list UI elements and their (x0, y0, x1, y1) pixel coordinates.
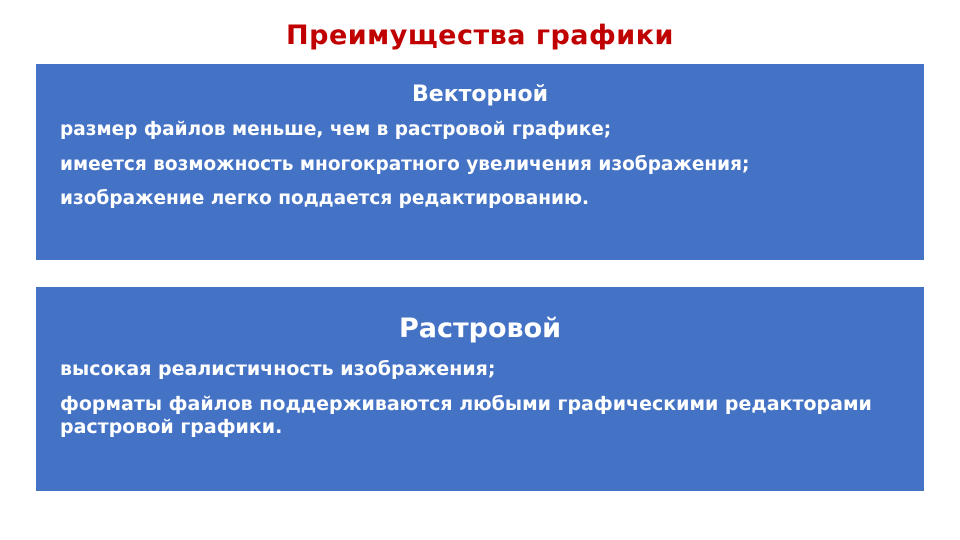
vector-panel-heading: Векторной (412, 82, 548, 107)
raster-bullet-1: высокая реалистичность изображения; (60, 358, 496, 380)
raster-panel-heading: Растровой (398, 313, 562, 344)
vector-bullet-2: имеется возможность многократного увеличения изображения; (60, 153, 750, 175)
vector-advantages-panel (36, 64, 924, 260)
raster-bullet-2: формат​ы файлов поддерживаются любыми графическими редакторами растровой графики. (60, 393, 872, 439)
page-title: Преимущества графики (286, 20, 674, 51)
vector-bullet-3: изображение легко поддается редактированию. (60, 188, 589, 210)
raster-advantages-panel (36, 287, 924, 491)
vector-bullet-1: размер файлов меньше, чем в растровой графике; (60, 119, 612, 140)
